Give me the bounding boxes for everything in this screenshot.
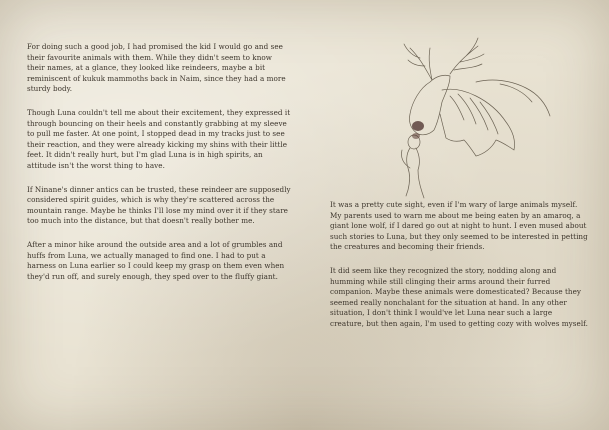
journal-paragraph: Though Luna couldn't tell me about their excitement, they expressed it through bouncing on their heels and constantly grabbing at my sleeve to pull me faster. At one point, I stopped dead in my tracks just to see their reaction, and they were already kicking my shins with their little feet. It didn't really hurt, but I'm glad Luna is in high spirits, an attitude isn't the worst thing to have. (27, 107, 291, 170)
journal-paragraph: After a minor hike around the outside area and a lot of grumbles and huffs from Luna, we actually managed to find one. I had to put a harness on Luna earlier so I could keep my grasp on them even when they'd run off, and surely enough, they sped over to the fluffy giant. (27, 239, 285, 281)
journal-right-column (330, 200, 588, 343)
antler-left-sketch (404, 44, 432, 80)
journal-paragraph: It was a pretty cute sight, even if I'm wary of large animals myself. My parents used to warn me about me being eaten by an amaroq, a giant lone wolf, if I dared go out at night to hunt. I even mused about such stories to Luna, but they only seemed to be interested in petting the creatures and becoming their friends. (330, 200, 588, 252)
journal-paragraph: For doing such a good job, I had promised the kid I would go and see their favourite animals with them. While they didn't seem to know their names, at a glance, they looked like reindeers, maybe a bit reminiscent of kukuk mammoths back in Naim, since they had a more sturdy body. (27, 42, 286, 94)
journal-left-column (27, 42, 292, 295)
reindeer-sketch-illustration (380, 30, 560, 205)
reindeer-nose-sketch (412, 121, 424, 131)
journal-paragraph: If Ninane's dinner antics can be trusted, these reindeer are supposedly considered spirit guides, which is why they're scattered across the mountain range. Maybe he thinks I'll lose my mind over it if they stare too much into the distance, but that doesn't really bother me. (27, 184, 291, 226)
child-figure-sketch (401, 148, 424, 198)
reindeer-mane-sketch (440, 89, 515, 156)
journal-paragraph: It did seem like they recognized the story, nodding along and humming while still clinging their arms around their furred companion. Maybe these animals were domesticated? Because they seemed really nonchalant for the situation at hand. In any other situation, I don't think I would've let Luna near such a large creature, but then again, I'm used to getting cozy with wolves myself. (330, 265, 588, 328)
antler-right-sketch (450, 38, 484, 74)
